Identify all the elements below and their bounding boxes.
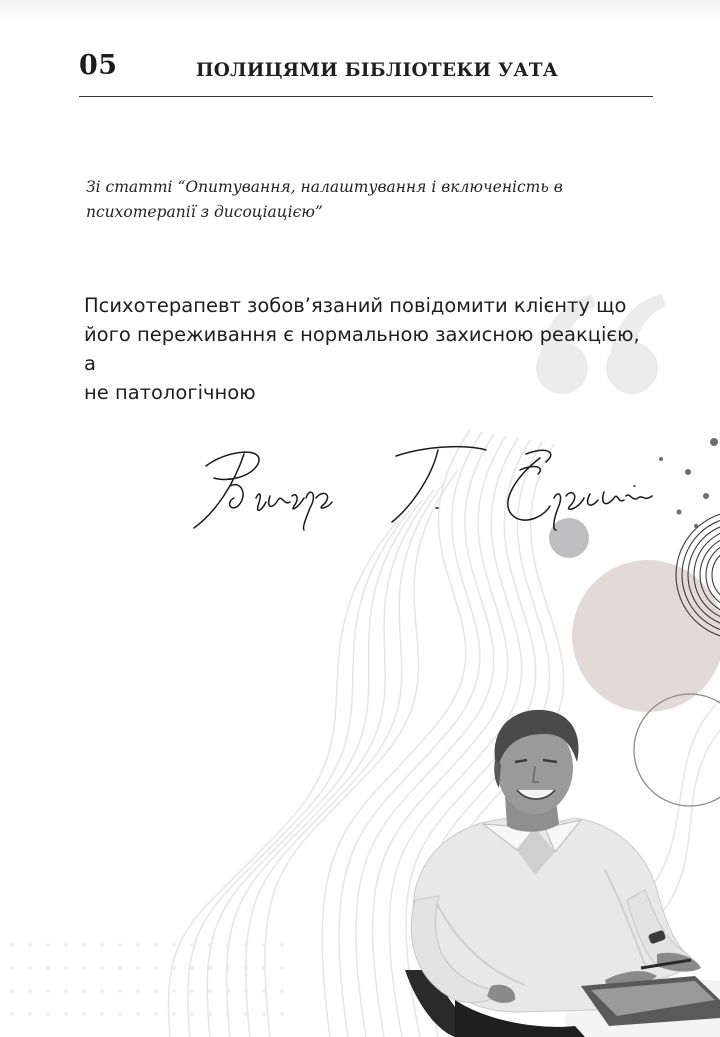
quote-line-2: його переживання є нормальною захисною реакцією, а <box>84 323 640 375</box>
source-line-1: Зі статті “Опитування, налаштування і включеність в <box>86 178 563 196</box>
quote-line-3: не патологічною <box>84 381 256 404</box>
source-citation <box>86 175 626 225</box>
quote-text <box>84 291 654 407</box>
header-divider <box>79 96 653 97</box>
section-title: ПОЛИЦЯМИ БІБЛІОТЕКИ УАТА <box>196 60 559 81</box>
quote-line-1: Психотерапевт зобов’язаний повідомити клієнту що <box>84 294 627 317</box>
author-photo <box>395 700 720 1037</box>
dot-grid <box>10 943 284 1016</box>
handwritten-signature <box>186 436 656 536</box>
small-dots <box>659 438 718 528</box>
page-number: 05 <box>79 50 118 81</box>
blush-circle <box>572 560 720 712</box>
source-line-2: психотерапії з дисоціацією” <box>86 203 323 221</box>
